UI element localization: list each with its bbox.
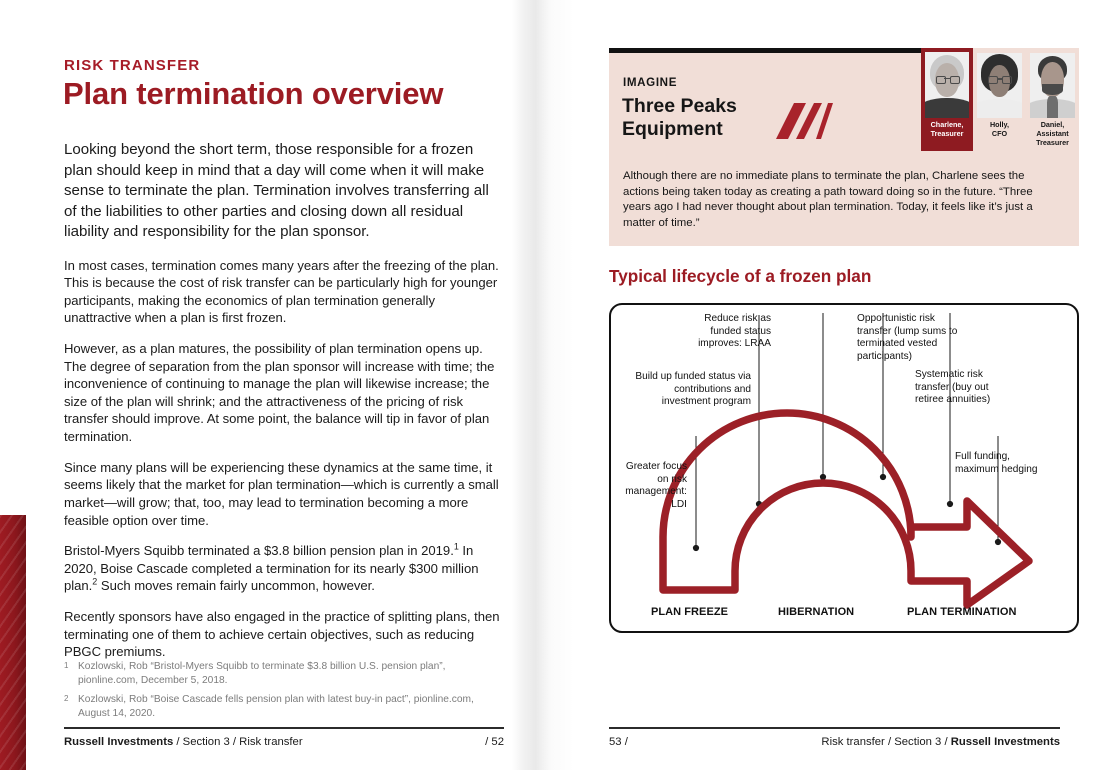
footnotes — [64, 660, 504, 727]
imagine-kicker: IMAGINE — [623, 76, 678, 89]
portrait-name: Daniel, — [1040, 120, 1065, 129]
citation-text-3: Such moves remain fairly uncommon, however. — [97, 578, 375, 594]
paragraph-citations — [64, 542, 504, 595]
figure-title: Typical lifecycle of a frozen plan — [609, 266, 872, 286]
portrait-daniel[interactable] — [1026, 48, 1079, 151]
portrait-name: Charlene, — [930, 120, 964, 129]
footnote-ref-2[interactable]: 2 — [92, 576, 98, 587]
callout-body-text: Although there are no immediate plans to terminate the plan, Charlene sees the actions being taken today as creating a path toward doing so in the future. “Three years ago I had never thought about plan termination. Today, it feels like it’s just a matter of time.” — [623, 170, 1033, 230]
citation-text-2: In 2020, Boise Cascade completed a termination for its nearly $300 million plan. — [64, 543, 479, 594]
footnote-marker: 2 — [64, 694, 69, 704]
company-name-line1: Three Peaks — [622, 95, 737, 117]
paragraph-2: However, as a plan matures, the possibility of plan termination opens up. The degree of separation from the plan sponsor will increase with time; the inconvenience of continuing to manage the plan will likewise increase; the size of the plan will shrink; and the attractiveness of the pricing of risk transfer should improve. At some point, the balance will tip in favor of plan termination. — [64, 341, 495, 445]
figure-callout-opportunistic: Opportunistic risk transfer (lump sums to terminated vested participants) — [857, 313, 958, 362]
figure-callout-build-up-funded: Build up funded status via contributions and investment program — [635, 371, 751, 408]
portrait-photo — [925, 52, 969, 118]
footer-brand: Russell Investments — [64, 736, 174, 748]
right-page — [574, 0, 1116, 770]
portrait-name: Holly, — [989, 120, 1010, 129]
figure-callout-greater-focus: Greater focus on risk management: LDI — [625, 461, 687, 510]
right-page-number: 53 / — [609, 736, 628, 748]
portrait-photo — [977, 53, 1022, 118]
portrait-role: Assistant Treasurer — [1036, 128, 1069, 147]
paragraph-1: In most cases, termination comes many years after the freezing of the plan. This is because the cost of risk transfer can be particularly high for younger participants, making the economics of plan termination generally unattractive when a plan is first frozen. — [64, 257, 499, 326]
imagine-callout — [609, 48, 1079, 246]
portrait-holly[interactable] — [973, 48, 1026, 151]
footer-breadcrumb — [64, 736, 303, 748]
stage-label-plan-freeze: PLAN FREEZE — [651, 606, 728, 618]
footer-path: Risk transfer / Section 3 / — [821, 736, 951, 748]
company-name — [622, 95, 737, 141]
body-column — [64, 140, 504, 674]
portrait-role: CFO — [991, 128, 1008, 138]
stage-label-hibernation: HIBERNATION — [778, 606, 855, 618]
portrait-strip — [921, 48, 1079, 151]
left-page-number: / 52 — [485, 736, 504, 748]
portrait-caption — [973, 118, 1026, 143]
left-page — [0, 0, 512, 770]
figure-callout-full-funding: Full funding, maximum hedging — [955, 451, 1038, 475]
page-title: Plan termination overview — [63, 76, 444, 111]
callout-header — [609, 53, 1079, 159]
footnote-text: Kozlowski, Rob “Boise Cascade fells pension plan with latest buy-in pact”, pionline.com, August 14, 2020. — [78, 694, 474, 720]
footnote-item — [64, 660, 504, 687]
portrait-role: Treasurer — [930, 128, 964, 138]
footer-divider — [64, 727, 504, 729]
book-gutter — [512, 0, 574, 770]
citation-text-1: Bristol-Myers Squibb terminated a $3.8 billion pension plan in 2019. — [64, 543, 454, 559]
portrait-caption — [923, 118, 971, 143]
three-slash-logo-icon — [774, 101, 834, 141]
portrait-charlene[interactable] — [921, 48, 973, 151]
footnote-ref-1[interactable]: 1 — [453, 541, 459, 552]
footer-brand: Russell Investments — [950, 736, 1060, 748]
footer-breadcrumb — [821, 736, 1060, 748]
footnote-marker: 1 — [64, 661, 69, 670]
paragraph-4: Recently sponsors have also engaged in the practice of splitting plans, then terminating one of them to achieve certain objectives, such as reducing PBGC premiums. — [64, 608, 500, 660]
right-page-footer — [609, 736, 1060, 748]
portrait-caption — [1026, 118, 1079, 151]
stage-label-plan-termination: PLAN TERMINATION — [907, 606, 1017, 618]
lifecycle-diagram — [609, 303, 1079, 633]
footnote-item — [64, 693, 504, 720]
section-eyebrow: RISK TRANSFER — [64, 57, 201, 74]
company-name-line2: Equipment — [622, 117, 723, 140]
footer-path: / Section 3 / Risk transfer — [173, 736, 303, 748]
paragraph-3: Since many plans will be experiencing these dynamics at the same time, it seems likely that the market for plan termination—which is currently a small market—will grow; that, too, may lead to termination becoming a more feasible option over time. — [64, 459, 499, 528]
left-page-footer — [64, 736, 504, 748]
footer-divider — [609, 727, 1060, 729]
figure-callout-reduce-risk: Reduce risk as funded status improves: LRAA — [698, 313, 771, 350]
section-edge-tab — [0, 515, 26, 770]
figure-callout-systematic: Systematic risk transfer (buy out retiree annuities) — [915, 369, 991, 406]
lede-paragraph: Looking beyond the short term, those responsible for a frozen plan should keep in mind that a day will come when it will make sense to terminate the plan. Termination involves transferring all of the liabilities to other parties and closing down all residual liability and responsibility for the plan sponsor. — [64, 141, 489, 241]
footnote-text: Kozlowski, Rob “Bristol-Myers Squibb to terminate $3.8 billion U.S. pension plan”, pionline.com, December 5, 2018. — [78, 661, 446, 686]
portrait-photo — [1030, 53, 1075, 118]
